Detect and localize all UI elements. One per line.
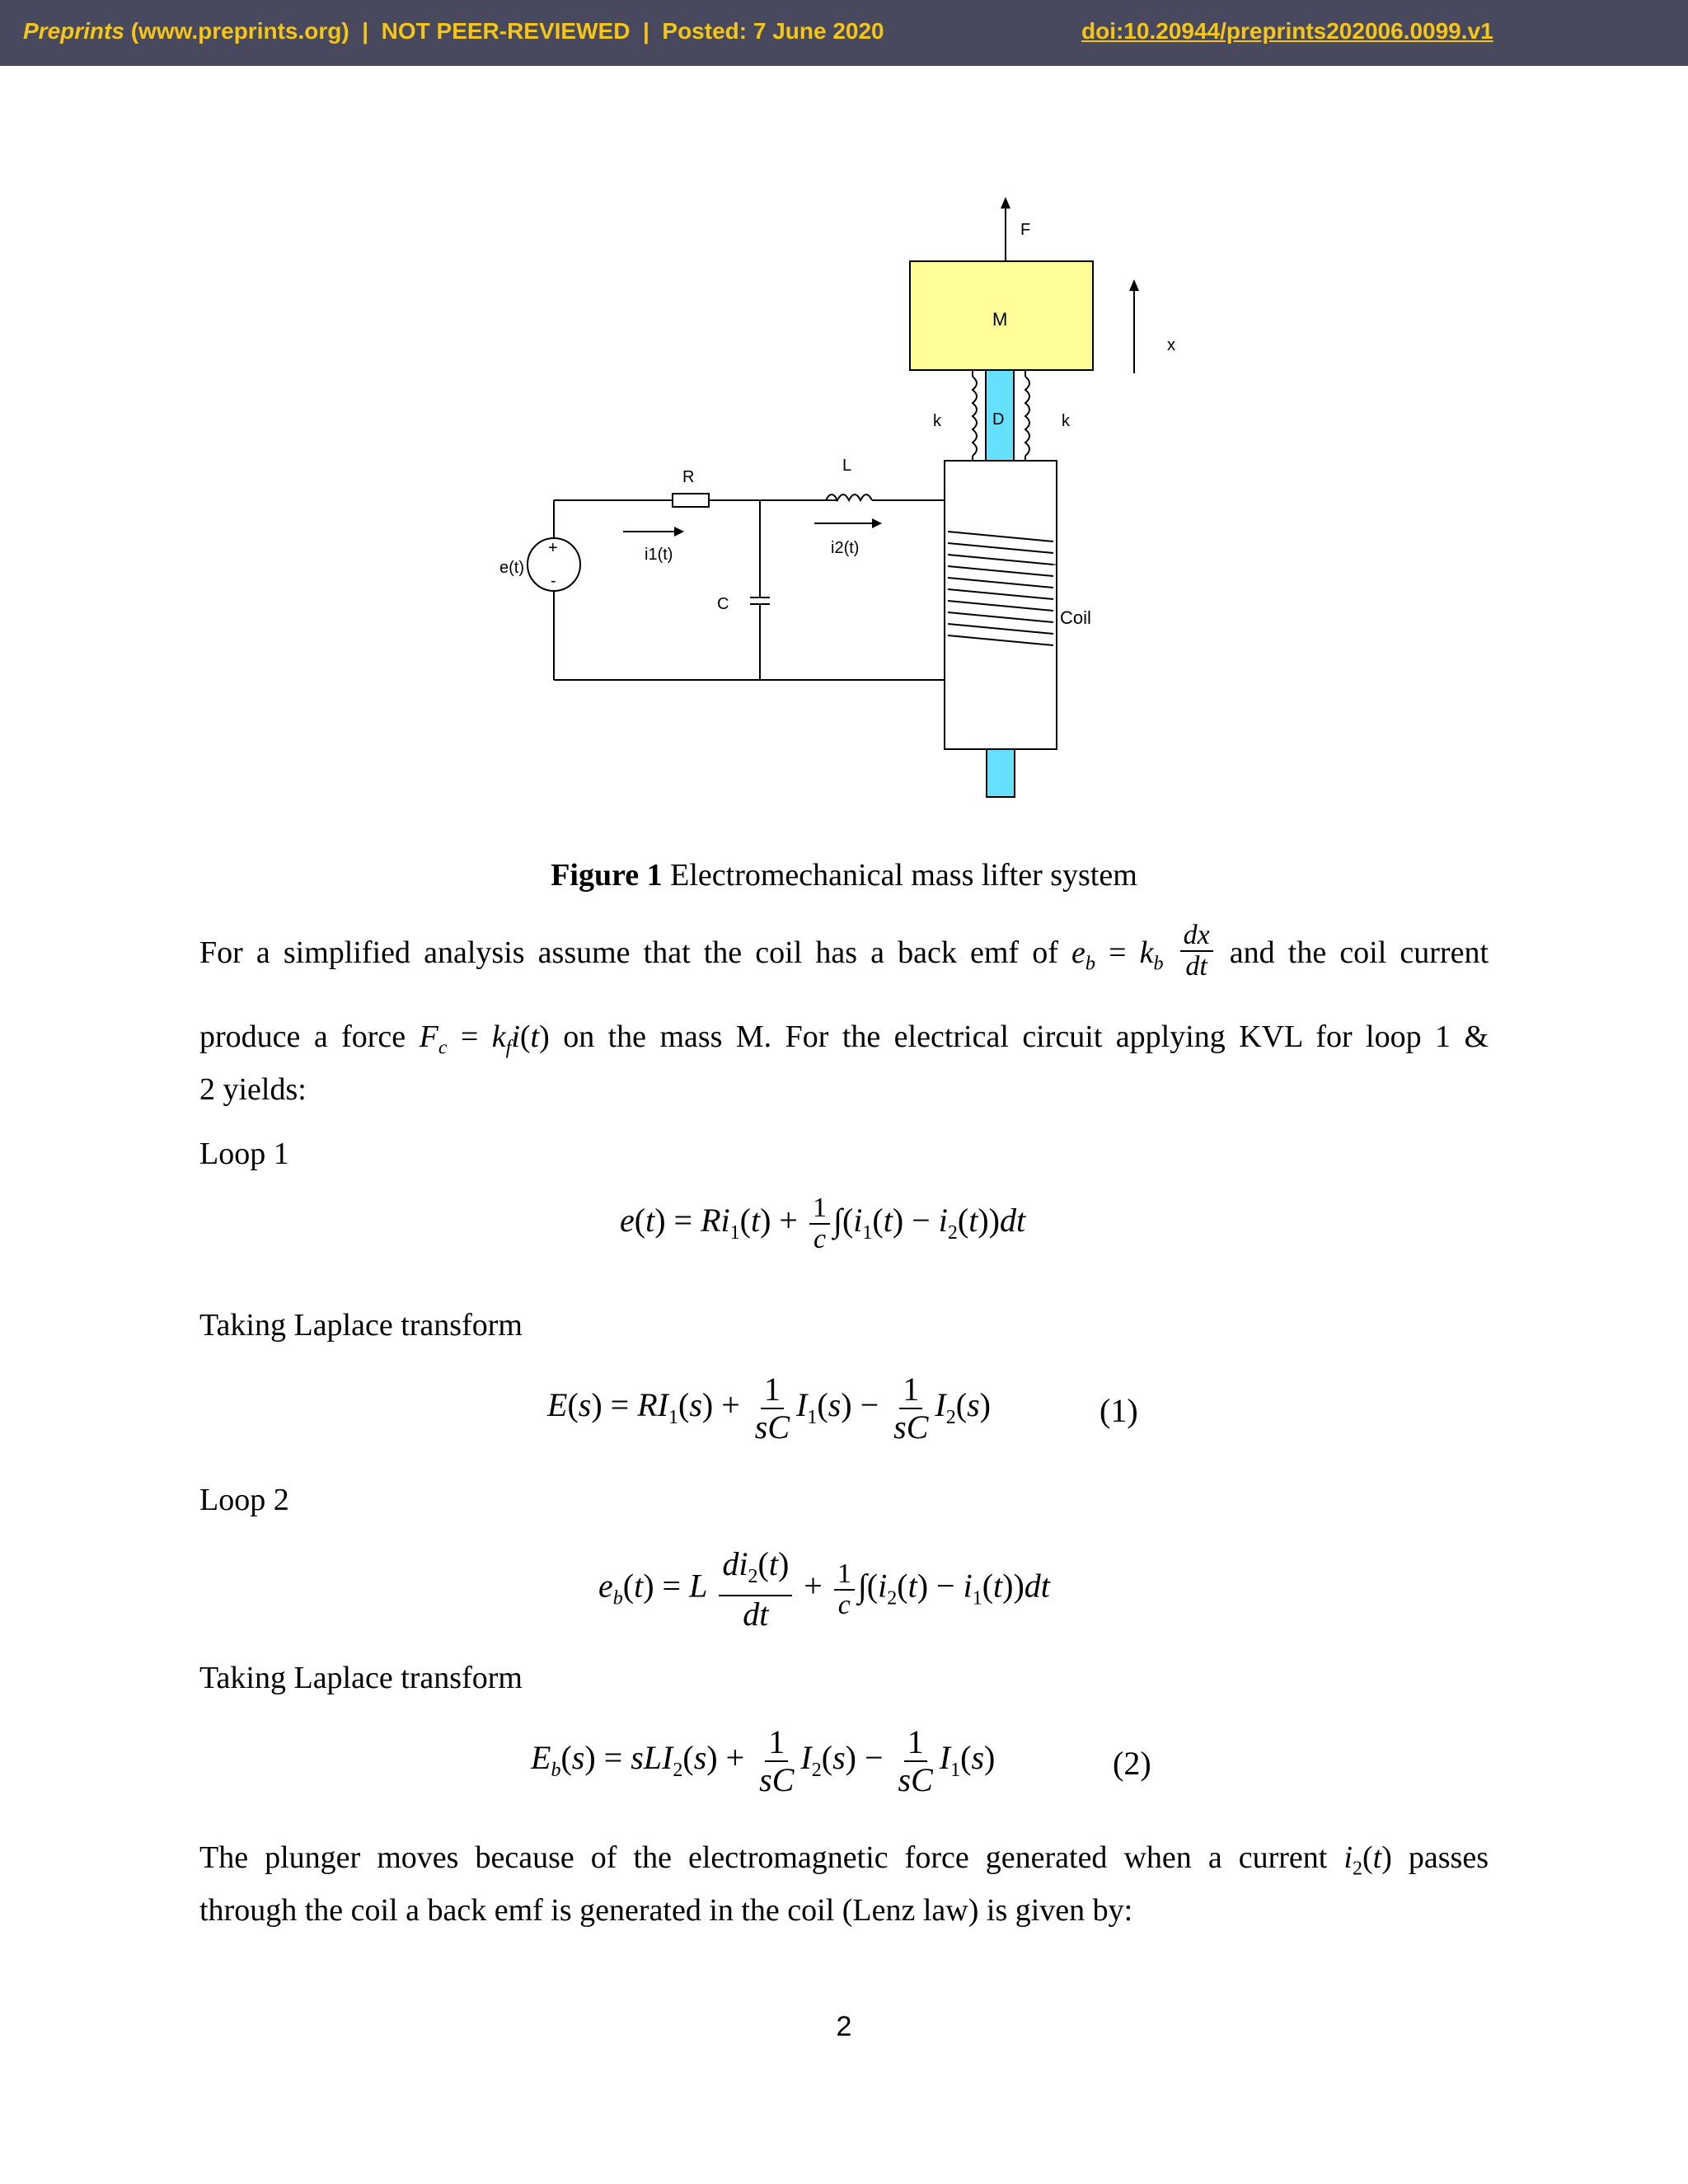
loop1-text: Loop 1: [199, 1137, 289, 1171]
inline-eq-force: $F_c = k_fi(t)$: [419, 1019, 550, 1059]
label-plus: +: [548, 539, 558, 557]
label-x: x: [1167, 336, 1175, 354]
label-R: R: [682, 468, 695, 486]
label-L: L: [842, 457, 852, 475]
figure-diagram: [462, 194, 1220, 820]
inline-eq-back-emf: $e_b = k_b$ $\frac{dx}{dt}$: [1071, 935, 1230, 970]
equation-1: $E(s) = RI_1(s)$ + $\frac{1}{sC}$ $I_1(s)$ − $\frac{1}{sC}$ $I_2(s)$: [547, 1371, 991, 1446]
loop1-heading: [199, 1127, 1489, 1180]
label-k-left: k: [933, 412, 941, 430]
laplace2-heading: [199, 1652, 1489, 1704]
banner-site: Preprints: [23, 18, 124, 44]
label-M: M: [992, 309, 1008, 330]
paragraph-1: [199, 920, 1489, 991]
caption-label: Figure 1: [551, 858, 663, 893]
figure-caption: [0, 857, 1688, 893]
equation-2-number: (2): [1113, 1745, 1151, 1782]
p1-text-b: and the coil current: [1229, 935, 1489, 970]
loop2-heading: [199, 1474, 1489, 1526]
resistor-R: [673, 494, 709, 507]
equation-loop2: $e_b(t) = L$ $\frac{di_2(t)}{dt}$ + $\frac{1}{c}$ $\int(i_2(t) - i_1(t))dt$: [598, 1545, 1050, 1633]
label-i1: i1(t): [645, 546, 673, 564]
p2-text-b: on the mass M. For the electrical circuit applying KVL for loop 1 &: [563, 1019, 1489, 1054]
p5-text: through the coil a back emf is generated in the coil (Lenz law) is given by:: [199, 1893, 1133, 1928]
inductor-L: [826, 494, 872, 500]
label-k-right: k: [1062, 412, 1070, 430]
label-D: D: [992, 410, 1005, 429]
loop2-text: Loop 2: [199, 1483, 289, 1517]
p1-text-a: For a simplified analysis assume that the coil has a back emf of: [199, 935, 1058, 970]
doi-link[interactable]: doi:10.20944/preprints202006.0099.v1: [1081, 18, 1493, 44]
equation-1-number: (1): [1100, 1392, 1138, 1429]
p3-text: 2 yields:: [199, 1072, 307, 1107]
preprint-banner: [0, 0, 1688, 66]
page-number: 2: [836, 2011, 852, 2042]
laplace1-heading: [199, 1299, 1489, 1352]
force-arrow-head: [1001, 197, 1010, 209]
p4-text-b: passes: [1408, 1840, 1489, 1875]
equation-loop1: $e(t) = Ri_1(t)$ + $\frac{1}{c}$ $\int(i_1(t) - i_2(t))dt$: [620, 1193, 1026, 1254]
circuit: [528, 494, 945, 680]
label-F: F: [1020, 221, 1031, 239]
p2-text-a: produce a force: [199, 1019, 406, 1054]
label-C: C: [717, 595, 729, 613]
banner-status: (www.preprints.org) | NOT PEER-REVIEWED | Posted: 7 June 2020: [124, 18, 884, 44]
label-minus: -: [551, 572, 556, 590]
label-coil: Coil: [1060, 607, 1091, 628]
x-arrow-head: [1129, 279, 1139, 291]
equation-2: $E_b(s) = sLI_2(s)$ + $\frac{1}{sC}$ $I_2(s)$ − $\frac{1}{sC}$ $I_1(s)$: [531, 1723, 996, 1798]
p4-text-a: The plunger moves because of the electromagnetic force generated when a current: [199, 1840, 1328, 1875]
paragraph-5: [199, 1884, 1489, 1937]
plunger-rod-bottom: [987, 749, 1015, 797]
inline-eq-current: $i_2(t)$: [1343, 1840, 1392, 1880]
spring-left: [973, 377, 977, 456]
label-i2: i2(t): [831, 539, 860, 557]
paragraph-3: [199, 1063, 1489, 1116]
label-e: e(t): [499, 559, 524, 577]
laplace2-text: Taking Laplace transform: [199, 1661, 523, 1695]
banner-left: [23, 18, 884, 45]
spring-right: [1025, 377, 1029, 456]
laplace1-text: Taking Laplace transform: [199, 1308, 523, 1343]
caption-text: Electromechanical mass lifter system: [662, 858, 1137, 893]
